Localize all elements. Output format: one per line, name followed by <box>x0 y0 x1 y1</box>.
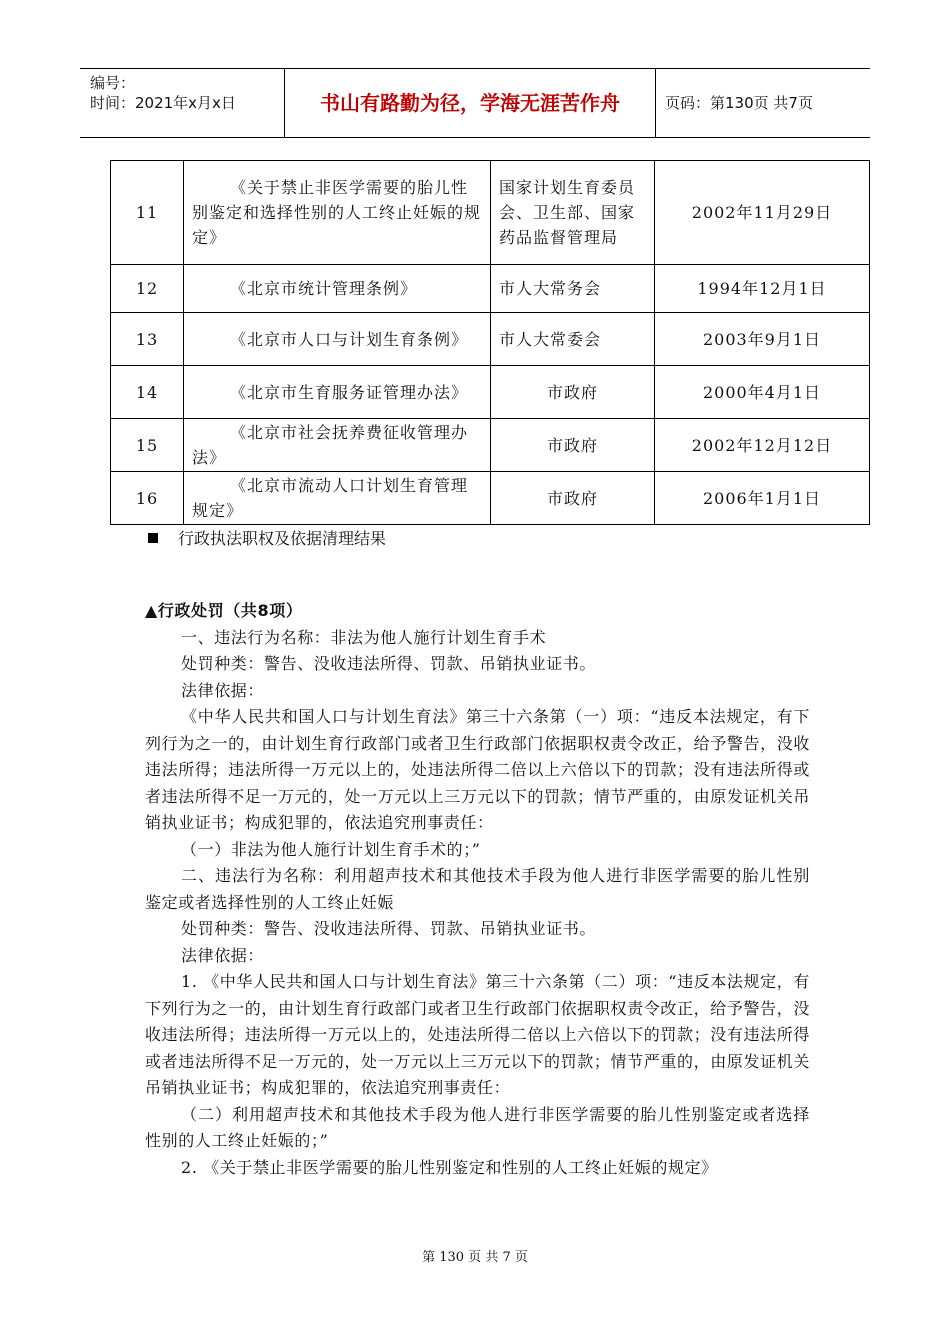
table-row <box>111 313 870 366</box>
paragraph: 法律依据： <box>181 945 265 965</box>
issuing-authority: 市人大常务会 <box>491 265 655 313</box>
row-number: 16 <box>111 472 184 525</box>
paragraph: 处罚种类：警告、没收违法所得、罚款、吊销执业证书。 <box>181 654 597 673</box>
table-row <box>111 366 870 419</box>
header-page-label: 页码：第130页 共7页 <box>665 94 813 112</box>
paragraph: 2. 《关于禁止非医学需要的胎儿性别鉴定和性别的人工终止妊娠的规定》 <box>181 1157 718 1177</box>
table-row <box>111 472 870 525</box>
paragraph: 一、违法行为名称：非法为他人施行计划生育手术 <box>181 627 547 647</box>
section-heading <box>148 526 386 549</box>
square-bullet-icon <box>148 533 158 543</box>
row-number: 11 <box>111 161 184 265</box>
law-table <box>110 160 870 525</box>
paragraph: 处罚种类：警告、没收违法所得、罚款、吊销执业证书。 <box>181 919 597 938</box>
effective-date: 2000年4月1日 <box>655 366 870 419</box>
header-motto: 书山有路勤为径，学海无涯苦作舟 <box>320 91 620 115</box>
page-footer: 第 130 页 共 7 页 <box>422 1250 528 1265</box>
issuing-authority: 国家计划生育委员会、卫生部、国家药品监督管理局 <box>491 161 655 265</box>
law-name: 《北京市社会抚养费征收管理办法》 <box>184 419 491 472</box>
issuing-authority: 市人大常委会 <box>491 313 655 366</box>
effective-date: 2002年12月12日 <box>655 419 870 472</box>
number-label: 编号： <box>90 74 136 92</box>
document-body <box>145 598 810 1181</box>
time-label: 时间：2021年x月x日 <box>90 94 236 112</box>
header-divider <box>655 69 656 137</box>
effective-date: 2002年11月29日 <box>655 161 870 265</box>
paragraph: （一）非法为他人施行计划生育手术的；” <box>181 839 481 859</box>
page-header <box>80 68 870 138</box>
paragraph: 法律依据： <box>181 680 265 700</box>
law-name: 《北京市生育服务证管理办法》 <box>184 366 491 419</box>
table-row <box>111 265 870 313</box>
paragraph: （二）利用超声技术和其他技术手段为他人进行非医学需要的胎儿性别鉴定或者选择性别的人工终止妊娠的；” <box>145 1104 810 1150</box>
paragraph: 二、违法行为名称：利用超声技术和其他技术手段为他人进行非医学需要的胎儿性别鉴定或者选择性别的人工终止妊娠 <box>145 866 810 912</box>
paragraph: 1. 《中华人民共和国人口与计划生育法》第三十六条第（二）项：“违反本法规定，有下列行为之一的，由计划生育行政部门或者卫生行政部门依据职权责令改正，给予警告，没收违法所得；违法所得一万元以上的，处违法所得二倍以上六倍以下的罚款；没有违法所得或者违法所得不足一万元的，处一万元以上三万元以下的罚款；情节严重的，由原发证机关吊销执业证书；构成犯罪的，依法追究刑事责任： <box>145 972 810 1097</box>
effective-date: 2003年9月1日 <box>655 313 870 366</box>
issuing-authority: 市政府 <box>491 419 655 472</box>
issuing-authority: 市政府 <box>491 472 655 525</box>
row-number: 13 <box>111 313 184 366</box>
table-row <box>111 161 870 265</box>
issuing-authority: 市政府 <box>491 366 655 419</box>
header-meta <box>90 73 280 113</box>
row-number: 14 <box>111 366 184 419</box>
law-name: 《北京市统计管理条例》 <box>184 265 491 313</box>
section-title: 行政执法职权及依据清理结果 <box>178 529 387 548</box>
row-number: 12 <box>111 265 184 313</box>
row-number: 15 <box>111 419 184 472</box>
subsection-heading: ▲行政处罚（共8项） <box>145 601 303 620</box>
paragraph: 《中华人民共和国人口与计划生育法》第三十六条第（一）项：“违反本法规定，有下列行为之一的，由计划生育行政部门或者卫生行政部门依据职权责令改正，给予警告，没收违法所得；违法所得一万元以上的，处违法所得二倍以上六倍以下的罚款；没有违法所得或者违法所得不足一万元的，处一万元以上三万元以下的罚款；情节严重的，由原发证机关吊销执业证书；构成犯罪的，依法追究刑事责任： <box>145 707 810 832</box>
table-row <box>111 419 870 472</box>
effective-date: 2006年1月1日 <box>655 472 870 525</box>
law-name: 《北京市人口与计划生育条例》 <box>184 313 491 366</box>
effective-date: 1994年12月1日 <box>655 265 870 313</box>
law-name: 《北京市流动人口计划生育管理规定》 <box>184 472 491 525</box>
law-name: 《关于禁止非医学需要的胎儿性别鉴定和选择性别的人工终止妊娠的规定》 <box>184 161 491 265</box>
